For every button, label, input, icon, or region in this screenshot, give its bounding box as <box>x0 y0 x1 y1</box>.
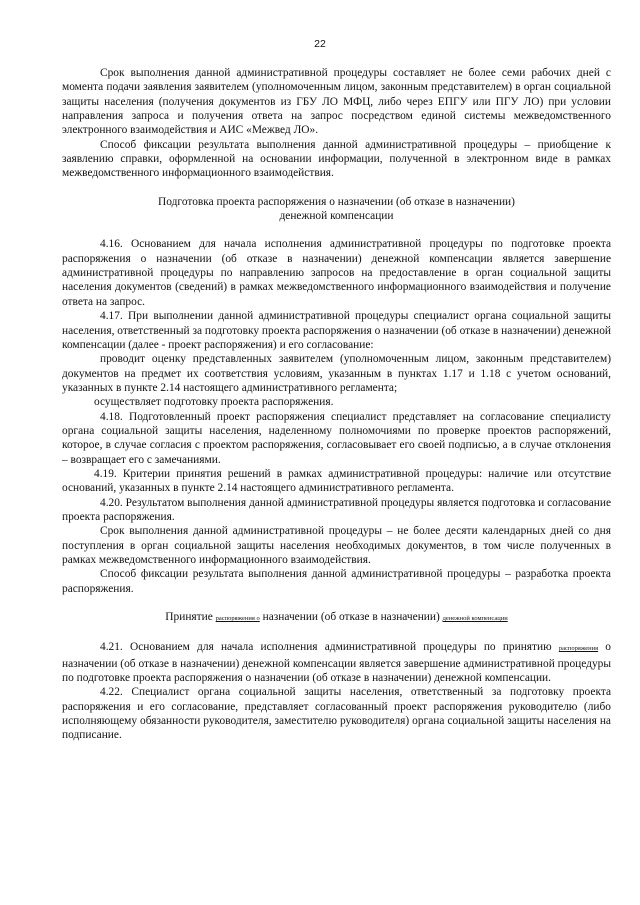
paragraph-4-16: 4.16. Основанием для начала исполнения административной процедуры по подготовке проекта распоряжения о назначении (об отказе в назначении) денежной компенсации является завершение административной процедуры по направлению запросов на предоставление в орган социальной защиты населения документов (сведений) в рамках межведомственного информационного взаимодействия и получение ответа на запрос. <box>62 238 611 308</box>
paragraph-4-20-fixation: Способ фиксации результата выполнения данной административной процедуры – разработка проекта распоряжения. <box>62 568 611 595</box>
paragraph-4-17: 4.17. При выполнении данной административной процедуры специалист органа социальной защиты населения, ответственный за подготовку проекта распоряжения о назначении (об отказе в назначении) денежной компенсации (далее - проект распоряжения) и его согласование: <box>62 310 611 351</box>
paragraph-4-19: 4.19. Критерии принятия решений в рамках административной процедуры: наличие или отсутствие оснований, указанных в пункте 2.14 настоящего административного регламента. <box>62 467 611 495</box>
paragraph-4-17-evaluation: проводит оценку представленных заявителем (уполномоченным лицом, законным представителем) документов на предмет их соответствия условиям, указанным в пунктах 1.17 и 1.18 с учетом оснований, указанных в пункте 2.14 настоящего административного регламента; <box>62 353 611 394</box>
section-heading-line-2: денежной компенсации <box>279 210 394 223</box>
heading-adoption-small-2: денежной компенсации <box>442 615 508 623</box>
paragraph-4-21 <box>62 640 611 685</box>
paragraph-4-20: 4.20. Результатом выполнения данной административной процедуры является подготовка и согласование проекта распоряжения. <box>62 496 611 523</box>
document-body <box>62 66 611 743</box>
paragraph-4-18: 4.18. Подготовленный проект распоряжения специалист представляет на согласование специалисту органа социальной защиты населения, наделенному полномочиями по проверке проектов распоряжений, которое, в случае согласия с проектом распоряжения, согласовывает его своей подписью, а в случае отклонения – возвращает его с замечаниями. <box>62 410 611 466</box>
paragraph-4-21-end: о назначении (об отказе в назначении) денежной компенсации является завершение административной процедуры по подготовке проекта распоряжения о назначении (об отказе в назначении) денежной компенсации. <box>62 641 612 685</box>
section-heading-adoption <box>62 610 611 626</box>
paragraph-4-21-start: 4.21. Основанием для начала исполнения административной процедуры по принятию <box>100 641 559 654</box>
paragraph-4-22: 4.22. Специалист органа социальной защиты населения, ответственный за подготовку проекта распоряжения и его согласование, представляет согласованный проект распоряжения руководителю (либо исполняющему обязанности руководителя, заместителю руководителя) органа социальной защиты населения на подписание. <box>62 686 611 742</box>
page-number: 22 <box>314 38 326 50</box>
paragraph-4-21-small: распоряжения <box>558 645 599 653</box>
heading-adoption-small-1: распоряжения о <box>215 615 260 623</box>
heading-adoption-part-1: Принятие <box>165 611 216 624</box>
paragraph-fixation-method-requests: Способ фиксации результата выполнения данной административной процедуры – приобщение к заявлению справки, оформленной на основании информации, полученной в электронном виде в рамках межведомственного информационного взаимодействия. <box>62 138 611 180</box>
paragraph-deadline-requests: Срок выполнения данной административной процедуры составляет не более семи рабочих дней с момента подачи заявления заявителем (уполномоченным лицом, законным представителем) в орган социальной защиты населения (получения документов из ГБУ ЛО МФЦ, либо через ЕПГУ или ПГУ ЛО) при условии направления запроса и получения ответа на запрос посредством единой системы межведомственного электронного взаимодействия и АИС «Межвед ЛО». <box>62 67 611 137</box>
section-heading-line-1: Подготовка проекта распоряжения о назначении (об отказе в назначении) <box>158 195 515 208</box>
section-heading-preparation <box>62 195 611 224</box>
heading-adoption-part-2: назначении (об отказе в назначении) <box>259 611 443 624</box>
paragraph-4-17-preparation: осуществляет подготовку проекта распоряжения. <box>94 396 334 409</box>
paragraph-4-20-deadline: Срок выполнения данной административной процедуры – не более десяти календарных дней со дня поступления в орган социальной защиты населения необходимых документов, в том числе полученных в рамках межведомственного информационного взаимодействия. <box>62 525 611 566</box>
